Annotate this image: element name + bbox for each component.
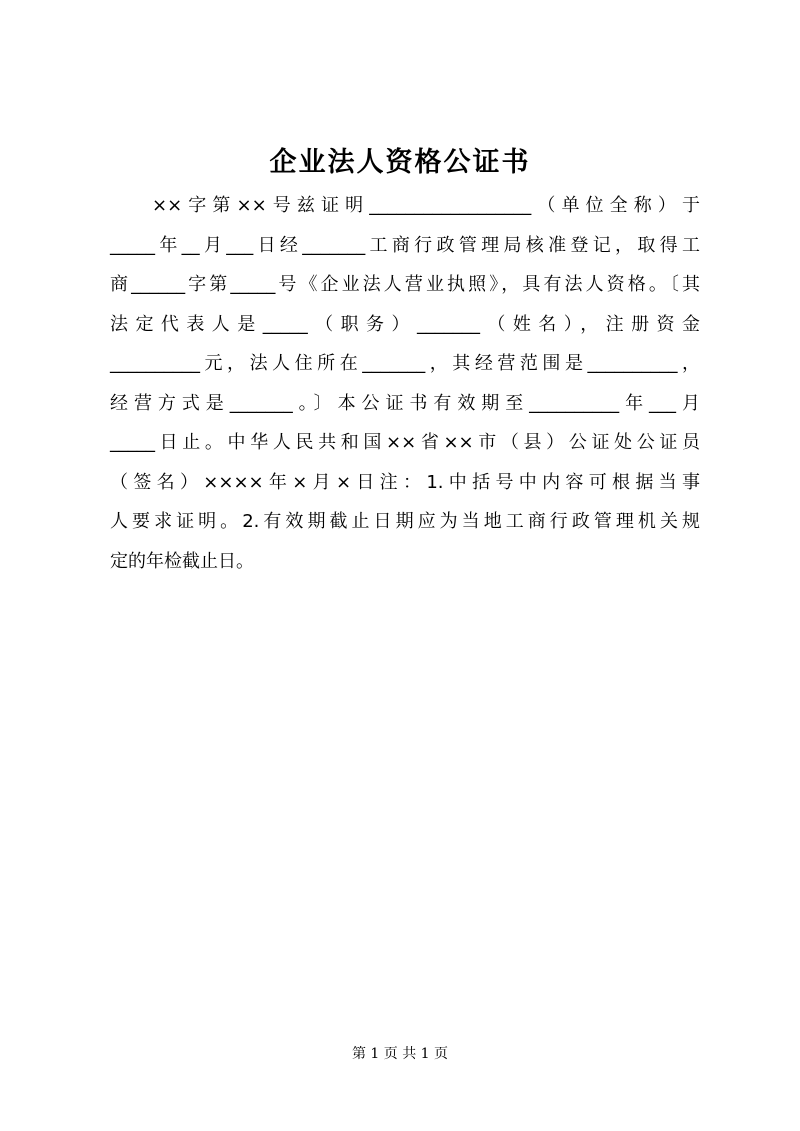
- body-line-6: 经营方式是_______。〕本公证书有效期至__________年___月: [110, 392, 700, 414]
- body-line-3: 商______字第_____号《企业法人营业执照》，具有法人资格。〔其: [110, 274, 700, 295]
- body-line-8: （签名）××××年×月×日注：1.中括号中内容可根据当事: [110, 471, 700, 493]
- body-line-2: _____年__月___日经_______工商行政管理局核准登记，取得工: [110, 234, 700, 256]
- document-title: 企业法人资格公证书: [269, 147, 531, 178]
- document-body: [110, 186, 700, 581]
- body-line-10: 定的年检截止日。: [110, 550, 254, 572]
- body-line-4: 法定代表人是_____（职务）_______（姓名），注册资金: [110, 313, 700, 335]
- body-line-7: _____日止。中华人民共和国××省××市（县）公证处公证员: [110, 432, 700, 453]
- body-line-1: ××字第××号兹证明__________________（单位全称）于: [152, 195, 700, 216]
- body-line-9: 人要求证明。2.有效期截止日期应为当地工商行政管理机关规: [110, 511, 700, 532]
- page-footer: 第 1 页 共 1 页: [351, 1046, 449, 1062]
- body-line-5: __________元，法人住所在_______，其经营范围是__________，: [110, 353, 700, 374]
